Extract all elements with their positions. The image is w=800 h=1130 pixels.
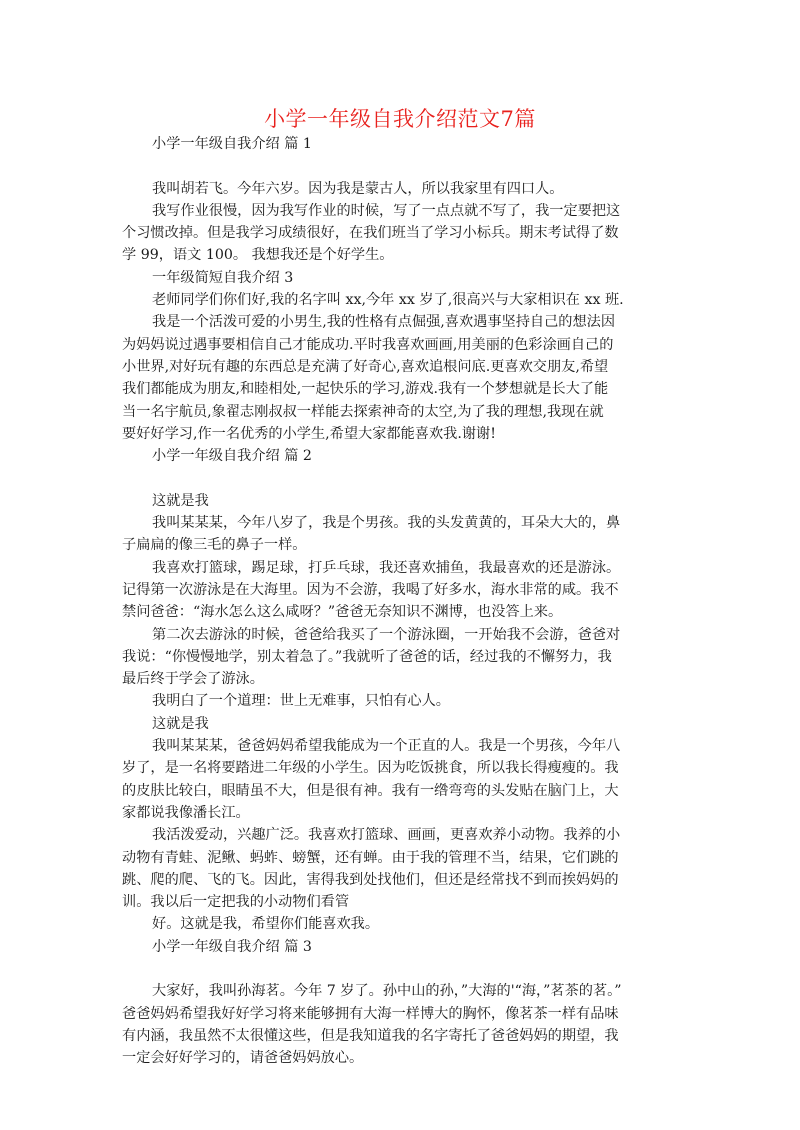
text-line: 大家好，我叫孙海茗。今年 7 岁了。孙中山的孙，”大海的'“海，”茗茶的茗。” xyxy=(152,983,622,1000)
text-line: 当一名宇航员,象翟志刚叔叔一样能去探索神奇的太空,为了我的理想,我现在就 xyxy=(122,403,604,420)
page-title: 小学一年级自我介绍范文7篇 xyxy=(264,107,536,131)
text-line: 我写作业很慢，因为我写作业的时候，写了一点点就不写了，我一定要把这 xyxy=(152,202,621,219)
text-line: 有内涵，我虽然不太很懂这些，但是我知道我的名字寄托了爸爸妈妈的期望，我 xyxy=(122,1027,619,1044)
text-line: 我们都能成为朋友,和睦相处,一起快乐的学习,游戏.我有一个梦想就是长大了能 xyxy=(122,381,609,398)
text-line: 好。这就是我，希望你们能喜欢我。 xyxy=(152,916,380,933)
text-line: 个习惯改掉。但是我学习成绩很好，在我们班当了学习小标兵。期末考试得了数 xyxy=(122,225,619,242)
document-body xyxy=(122,133,682,1069)
text-line: 岁了，是一名将要踏进二年级的小学生。因为吃饭挑食，所以我长得瘦瘦的。我 xyxy=(122,760,619,777)
text-line: 我叫某某某，爸爸妈妈希望我能成为一个正直的人。我是一个男孩，今年八 xyxy=(152,738,621,755)
text-line: 这就是我 xyxy=(152,492,209,509)
text-line: 我叫某某某，今年八岁了，我是个男孩。我的头发黄黄的，耳朵大大的，鼻 xyxy=(152,515,621,532)
text-line: 我是一个活泼可爱的小男生,我的性格有点倔强,喜欢遇事坚持自己的想法因 xyxy=(152,314,616,331)
text-line: 小学一年级自我介绍 篇 2 xyxy=(152,448,312,465)
text-line: 家都说我像潘长江。 xyxy=(122,804,250,821)
text-line: 子扁扁的像三毛的鼻子一样。 xyxy=(122,537,307,554)
blank-line xyxy=(122,958,682,980)
text-line: 爸爸妈妈希望我好好学习将来能够拥有大海一样博大的胸怀，像茗茶一样有品味 xyxy=(122,1005,619,1022)
text-line: 老师同学们你们好,我的名字叫 xx,今年 xx 岁了,很高兴与大家相识在 xx 班. xyxy=(152,292,624,309)
text-line: 要好好学习,作一名优秀的小学生,希望大家都能喜欢我.谢谢! xyxy=(122,425,496,442)
blank-line xyxy=(122,155,682,177)
text-line: 小世界,对好玩有趣的东西总是充满了好奇心,喜欢追根问底.更喜欢交朋友,希望 xyxy=(122,358,609,375)
blank-line xyxy=(122,467,682,489)
text-line: 我活泼爱动，兴趣广泛。我喜欢打篮球、画画，更喜欢养小动物。我养的小 xyxy=(152,827,621,844)
text-line: 学 99，语文 100。 我想我还是个好学生。 xyxy=(122,247,394,264)
text-line: 我说：“你慢慢地学，别太着急了。”我就听了爸爸的话，经过我的不懈努力，我 xyxy=(122,648,612,665)
text-line: 禁问爸爸：“海水怎么这么咸呀？”爸爸无奈知识不渊博，也没答上来。 xyxy=(122,604,563,621)
text-line: 的皮肤比较白，眼睛虽不大，但是很有神。我有一绺弯弯的头发贴在脑门上，大 xyxy=(122,782,619,799)
text-line: 动物有青蛙、泥鳅、蚂蚱、螃蟹，还有蝉。由于我的管理不当，结果，它们跳的 xyxy=(122,849,619,866)
text-line: 小学一年级自我介绍 篇 1 xyxy=(152,136,312,152)
text-line: 我叫胡若飞。今年六岁。因为我是蒙古人，所以我家里有四口人。 xyxy=(152,180,564,197)
text-line: 我明白了一个道理：世上无难事，只怕有心人。 xyxy=(152,693,450,710)
text-line: 一定会好好学习的，请爸爸妈妈放心。 xyxy=(122,1050,364,1067)
text-line: 最后终于学会了游泳。 xyxy=(122,671,264,688)
text-line: 为妈妈说过遇事要相信自己才能成功.平时我喜欢画画,用美丽的色彩涂画自己的 xyxy=(122,336,614,353)
text-line: 一年级简短自我介绍 3 xyxy=(152,269,294,286)
text-line: 记得第一次游泳是在大海里。因为不会游，我喝了好多水，海水非常的咸。我不 xyxy=(122,581,619,598)
text-line: 小学一年级自我介绍 篇 3 xyxy=(152,938,312,955)
text-line: 训。我以后一定把我的小动物们看管 xyxy=(122,894,350,911)
text-line: 跳、爬的爬、飞的飞。因此，害得我到处找他们，但还是经常找不到而挨妈妈的 xyxy=(122,871,619,888)
text-line: 我喜欢打篮球，踢足球，打乒乓球，我还喜欢捕鱼，我最喜欢的还是游泳。 xyxy=(152,559,621,576)
text-line: 这就是我 xyxy=(152,715,209,732)
text-line: 第二次去游泳的时候，爸爸给我买了一个游泳圈，一开始我不会游，爸爸对 xyxy=(152,626,621,643)
